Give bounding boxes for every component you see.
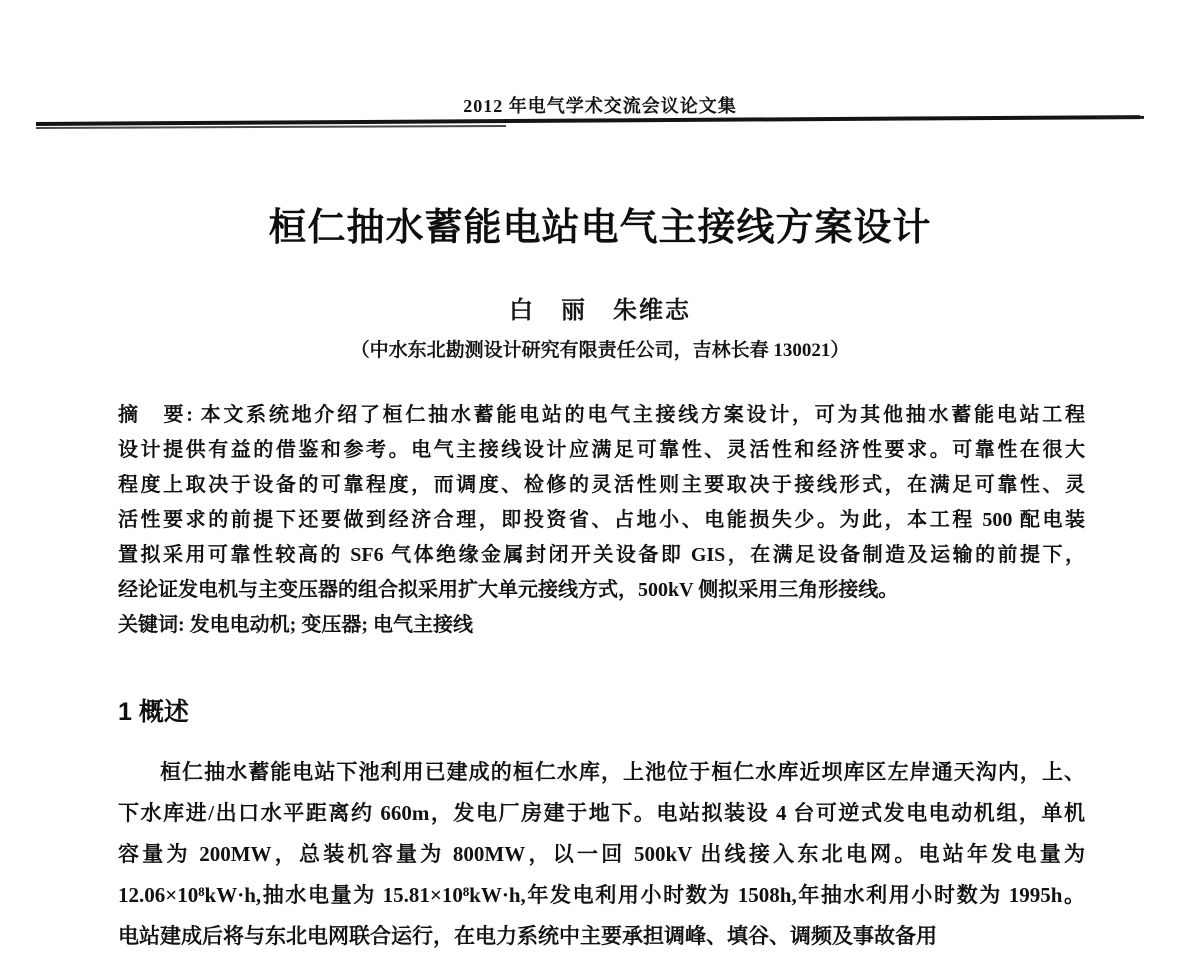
authors: 白 丽 朱维志 (509, 298, 691, 324)
section-heading: 1 概述 (118, 698, 189, 726)
abstract-line-2: 设计提供有益的借鉴和参考。电气主接线设计应满足可靠性、灵活性和经济性要求。可靠性在很大 (118, 439, 1085, 461)
keywords-line: 关键词: 发电电动机; 变压器; 电气主接线 (118, 614, 473, 636)
paper-title: 桓仁抽水蓄能电站电气主接线方案设计 (268, 207, 932, 249)
body-line-4: 12.06×10⁸kW·h,抽水电量为 15.81×10⁸kW·h,年发电利用小时数为 1508h,年抽水利用小时数为 1995h。 (118, 883, 1085, 907)
abstract-line-5: 置拟采用可靠性较高的 SF6 气体绝缘金属封闭开关设备即 GIS，在满足设备制造及运输的前提下， (118, 544, 1085, 566)
header-rule-dash (1096, 116, 1144, 119)
abstract-line-3: 程度上取决于设备的可靠程度，而调度、检修的灵活性则主要取决于接线形式，在满足可靠性、灵 (118, 474, 1085, 496)
body-line-1: 桓仁抽水蓄能电站下池利用已建成的桓仁水库，上池位于桓仁水库近坝库区左岸通天沟内，上、 (160, 760, 1085, 784)
body-line-3: 容量为 200MW，总装机容量为 800MW，以一回 500kV 出线接入东北电网。电站年发电量为 (118, 842, 1085, 866)
abstract-line-4: 活性要求的前提下还要做到经济合理，即投资省、占地小、电能损失少。为此，本工程 500 配电装 (118, 509, 1085, 531)
affiliation: （中水东北勘测设计研究有限责任公司，吉林长春 130021） (350, 340, 850, 361)
body-paragraph (118, 752, 1085, 957)
abstract-line-6: 经论证发电机与主变压器的组合拟采用扩大单元接线方式，500kV 侧拟采用三角形接线。 (118, 579, 899, 601)
body-line-5-clipped: 电站建成后将与东北电网联合运行，在电力系统中主要承担调峰、填谷、调频及事故备用 (118, 924, 937, 948)
abstract-line-1: 摘 要: 本文系统地介绍了桓仁抽水蓄能电站的电气主接线方案设计，可为其他抽水蓄能电站工程 (118, 404, 1085, 426)
running-header: 2012 年电气学术交流会议论文集 (463, 96, 737, 116)
body-line-2: 下水库进/出口水平距离约 660m，发电厂房建于地下。电站拟装设 4 台可逆式发电电动机组，单机 (118, 801, 1085, 825)
abstract-block (118, 398, 1085, 643)
